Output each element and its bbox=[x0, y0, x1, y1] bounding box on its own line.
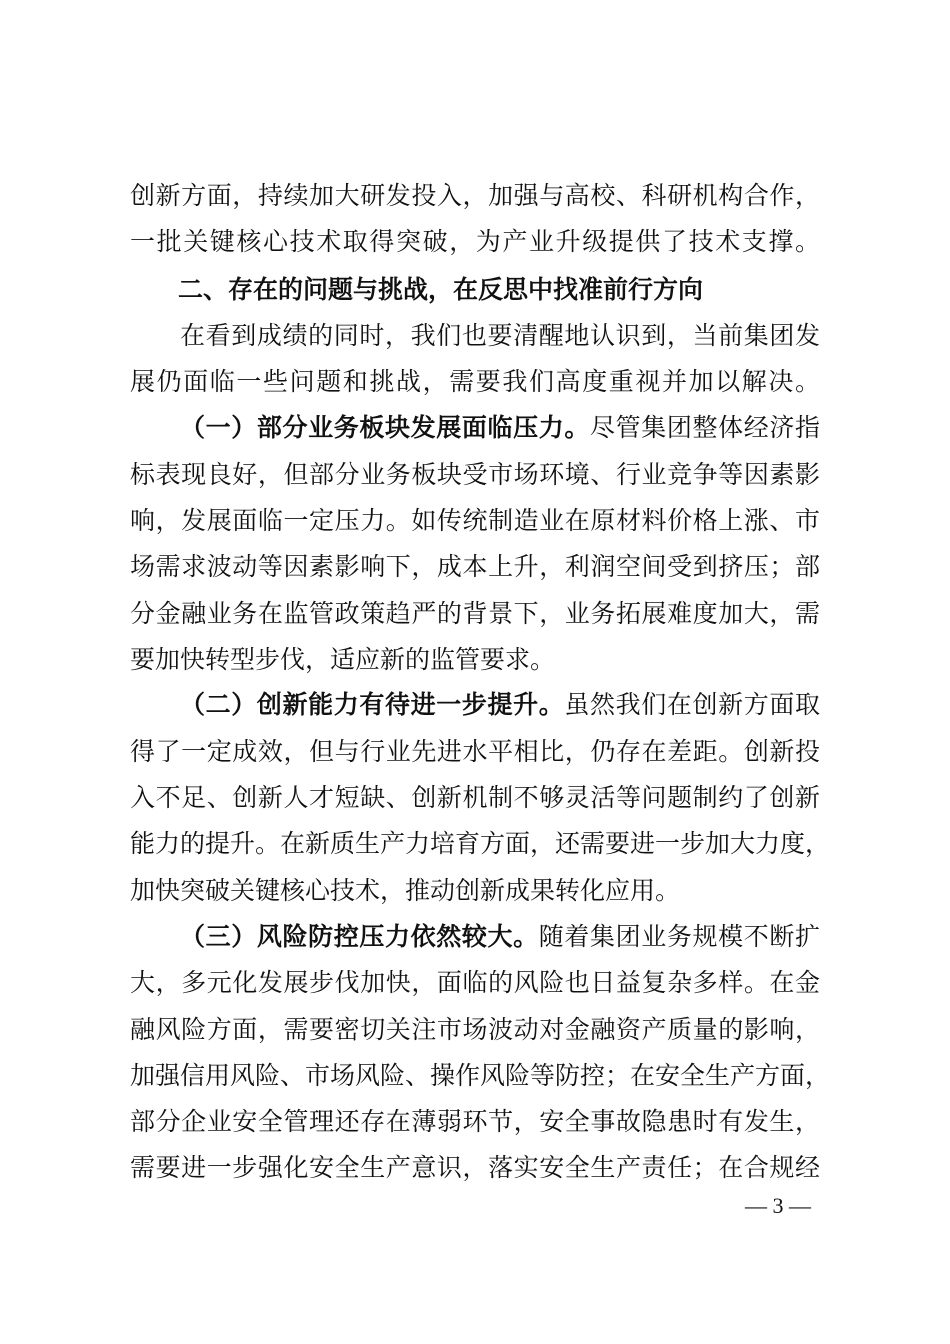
body-line: 展仍面临一些问题和挑战，需要我们高度重视并加以解决。 bbox=[130, 367, 820, 396]
subsection-line: （一）部分业务板块发展面临压力。尽管集团整体经济指 bbox=[180, 413, 820, 442]
body-line: 需要进一步强化安全生产意识，落实安全生产责任；在合规经 bbox=[130, 1153, 820, 1182]
body-line: 要加快转型步伐，适应新的监管要求。 bbox=[130, 645, 556, 674]
body-line: 加快突破关键核心技术，推动创新成果转化应用。 bbox=[130, 876, 681, 905]
subsection-title: （三）风险防控压力依然较大。 bbox=[180, 922, 539, 951]
body-line: 场需求波动等因素影响下，成本上升，利润空间受到挤压；部 bbox=[130, 552, 820, 581]
body-line: 分金融业务在监管政策趋严的背景下，业务拓展难度加大，需 bbox=[130, 599, 820, 628]
section-heading: 二、存在的问题与挑战，在反思中找准前行方向 bbox=[178, 275, 704, 304]
body-line: 响，发展面临一定压力。如传统制造业在原材料价格上涨、市 bbox=[130, 506, 820, 535]
body-line: 加强信用风险、市场风险、操作风险等防控；在安全生产方面， bbox=[130, 1061, 831, 1090]
body-line: 一批关键核心技术取得突破，为产业升级提供了技术支撑。 bbox=[130, 227, 820, 256]
page-number: — 3 — bbox=[745, 1193, 811, 1218]
body-line: 创新方面，持续加大研发投入，加强与高校、科研机构合作， bbox=[130, 181, 820, 210]
body-line: 能力的提升。在新质生产力培育方面，还需要进一步加大力度， bbox=[130, 829, 831, 858]
subsection-title: （二）创新能力有待进一步提升。 bbox=[180, 690, 565, 719]
subsection-line: （三）风险防控压力依然较大。随着集团业务规模不断扩 bbox=[180, 922, 820, 951]
subsection-line: （二）创新能力有待进一步提升。虽然我们在创新方面取 bbox=[180, 690, 820, 719]
body-line: 融风险方面，需要密切关注市场波动对金融资产质量的影响， bbox=[130, 1015, 820, 1044]
body-line: 大，多元化发展步伐加快，面临的风险也日益复杂多样。在金 bbox=[130, 968, 820, 997]
body-line: 部分企业安全管理还存在薄弱环节，安全事故隐患时有发生， bbox=[130, 1107, 820, 1136]
subsection-title: （一）部分业务板块发展面临压力。 bbox=[180, 413, 590, 442]
body-line: 入不足、创新人才短缺、创新机制不够灵活等问题制约了创新 bbox=[130, 783, 820, 812]
body-line: 在看到成绩的同时，我们也要清醒地认识到，当前集团发 bbox=[180, 321, 820, 350]
body-line: 标表现良好，但部分业务板块受市场环境、行业竞争等因素影 bbox=[130, 460, 820, 489]
body-line: 得了一定成效，但与行业先进水平相比，仍存在差距。创新投 bbox=[130, 737, 820, 766]
